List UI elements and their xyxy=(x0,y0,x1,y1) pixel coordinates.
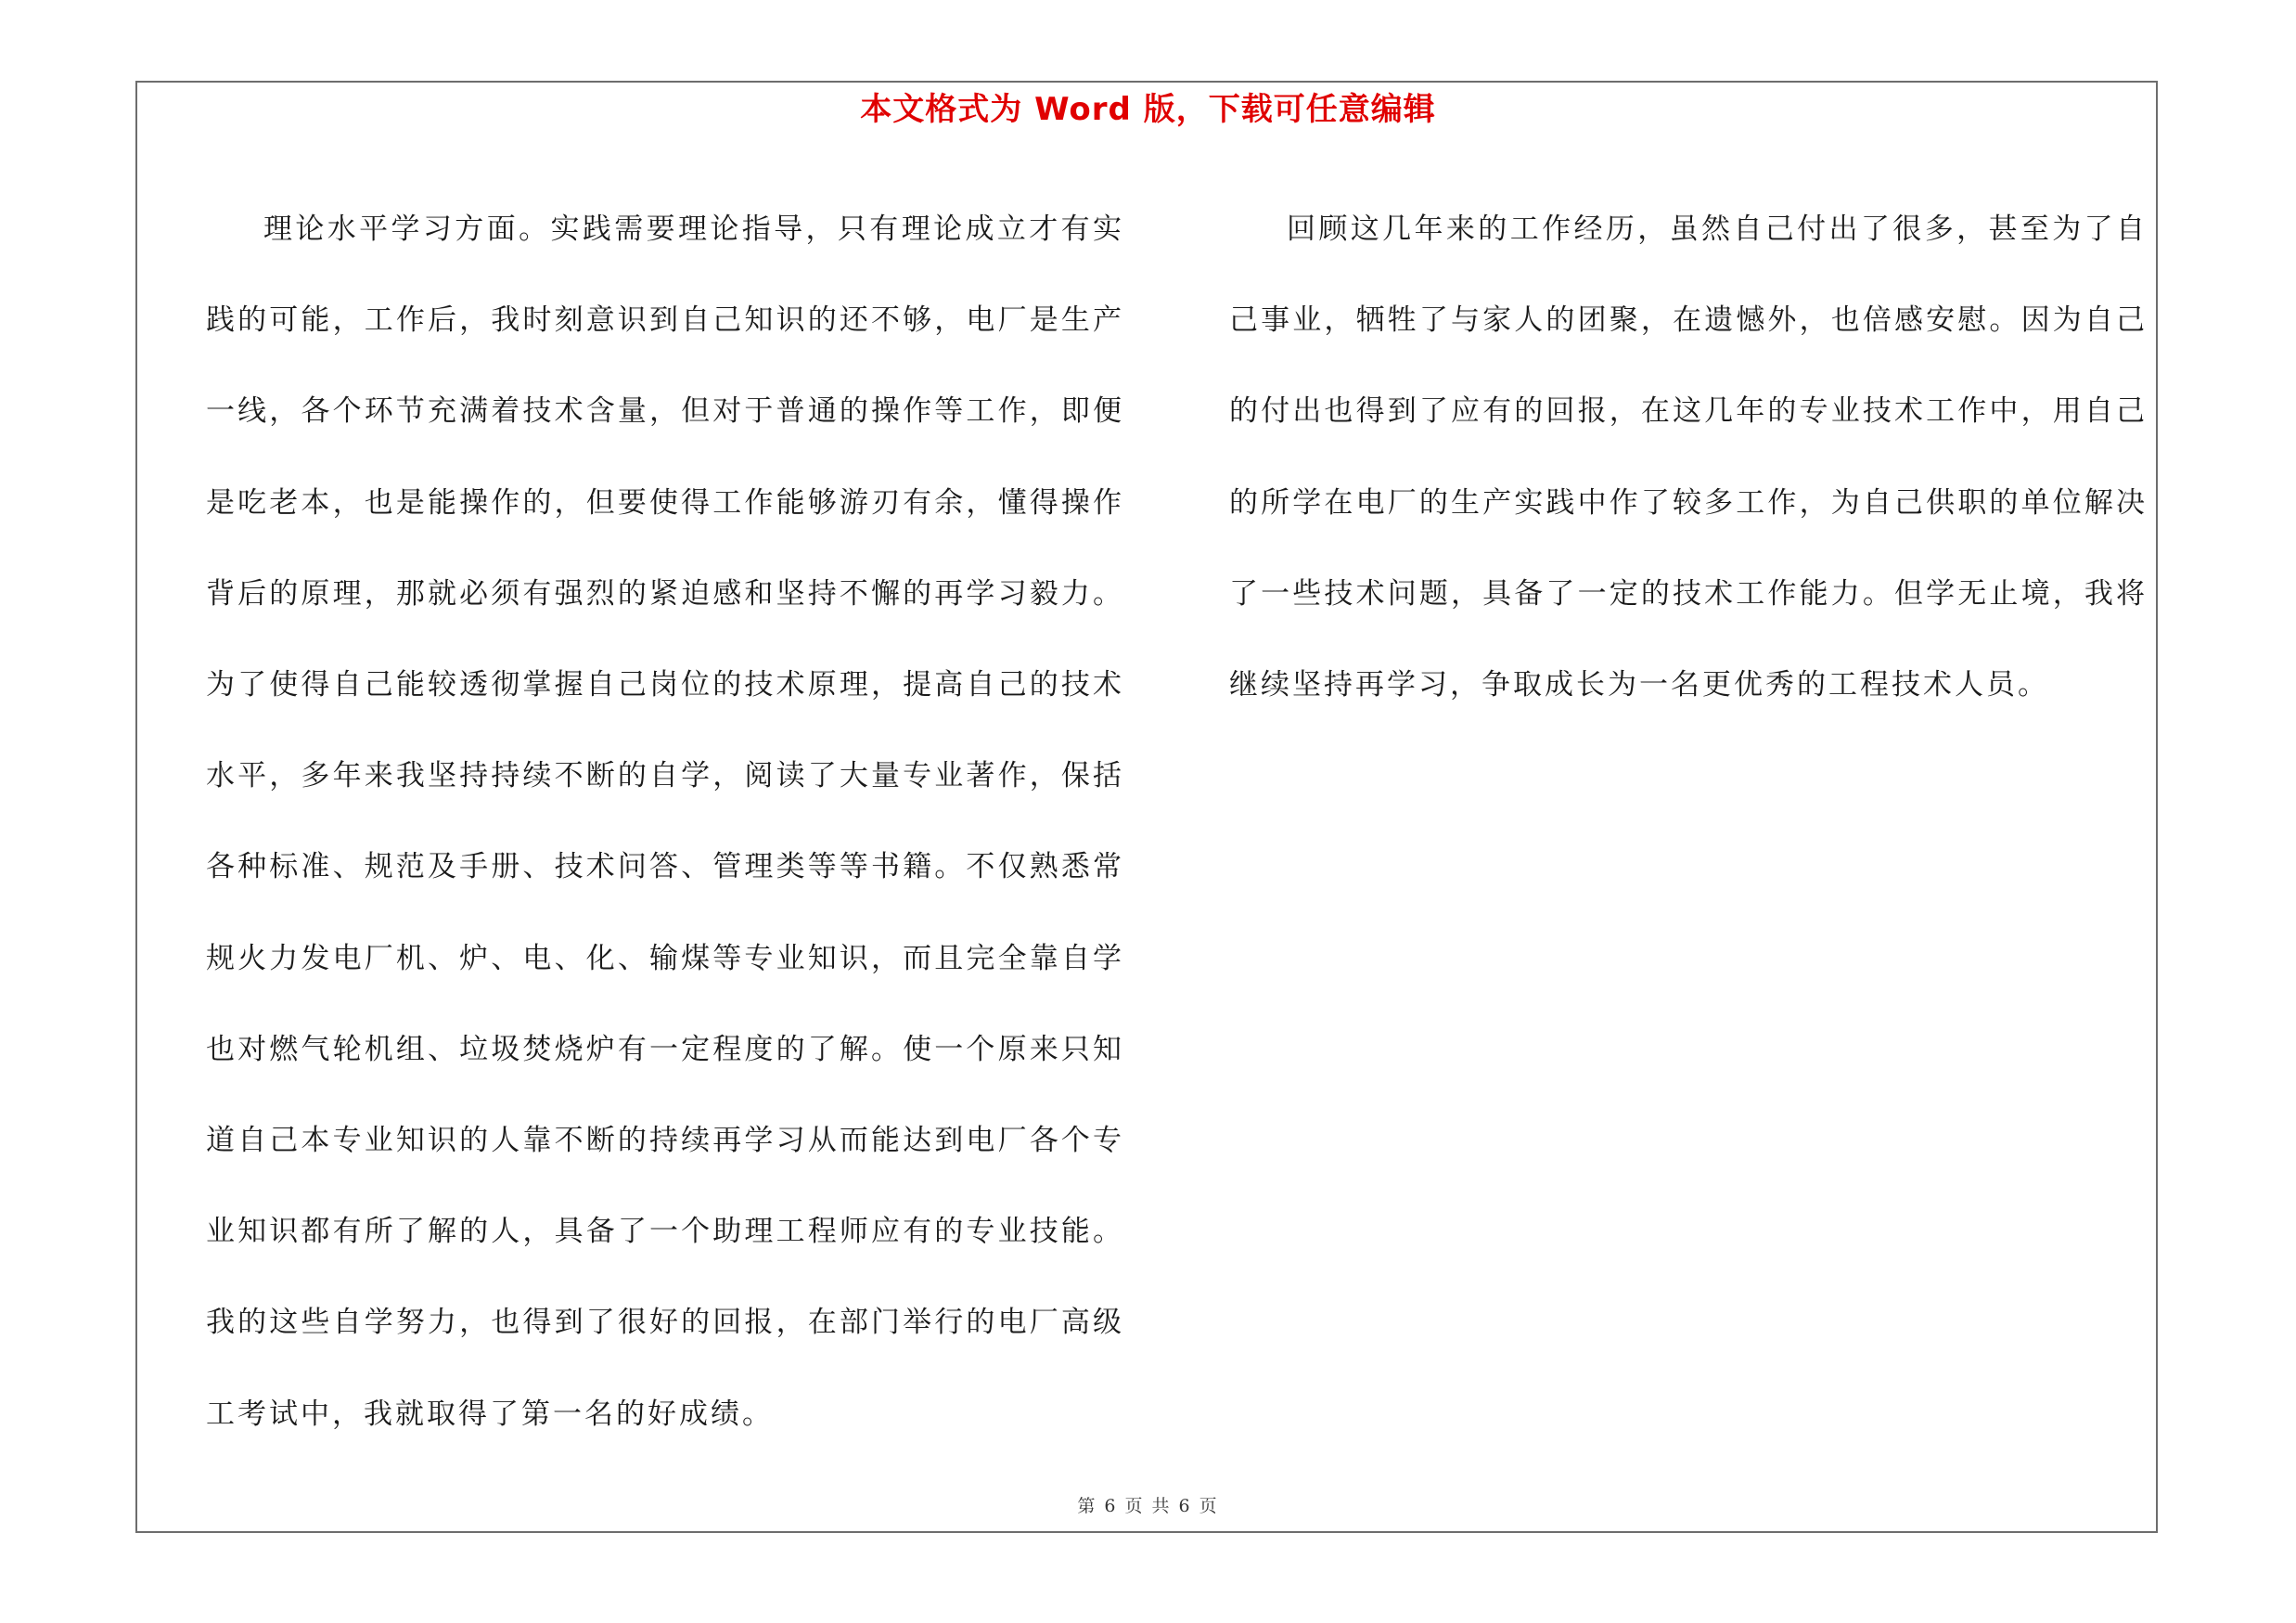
body-paragraph: 回顾这几年来的工作经历，虽然自己付出了很多，甚至为了自己事业，牺牲了与家人的团聚，在遗憾外，也倍感安慰。因为自己的付出也得到了应有的回报，在这几年的专业技术工作中，用自己的所学在电厂的生产实践中作了较多工作，为自己供职的单位解决了一些技术问题，具备了一定的技术工作能力。但学无止境，我将继续坚持再学习，争取成长为一名更优秀的工程技术人员。 xyxy=(1229,213,2148,702)
page-number: 第 6 页 共 6 页 xyxy=(1077,1496,1219,1516)
left-column xyxy=(206,184,1124,1460)
word-format-banner: 本文格式为 Word 版，下载可任意编辑 xyxy=(860,91,1436,128)
right-column xyxy=(1229,184,2148,730)
body-paragraph: 理论水平学习方面。实践需要理论指导，只有理论成立才有实践的可能，工作后，我时刻意识到自己知识的还不够，电厂是生产一线，各个环节充满着技术含量，但对于普通的操作等工作，即便是吃老本，也是能操作的，但要使得工作能够游刃有余，懂得操作背后的原理，那就必须有强烈的紧迫感和坚持不懈的再学习毅力。为了使得自己能较透彻掌握自己岗位的技术原理，提高自己的技术水平，多年来我坚持持续不断的自学，阅读了大量专业著作，保括各种标准、规范及手册、技术问答、管理类等等书籍。不仅熟悉常规火力发电厂机、炉、电、化、输煤等专业知识，而且完全靠自学也对燃气轮机组、垃圾焚烧炉有一定程度的了解。使一个原来只知道自己本专业知识的人靠不断的持续再学习从而能达到电厂各个专业知识都有所了解的人，具备了一个助理工程师应有的专业技能。我的这些自学努力，也得到了很好的回报，在部门举行的电厂高级工考试中，我就取得了第一名的好成绩。 xyxy=(206,213,1124,1431)
